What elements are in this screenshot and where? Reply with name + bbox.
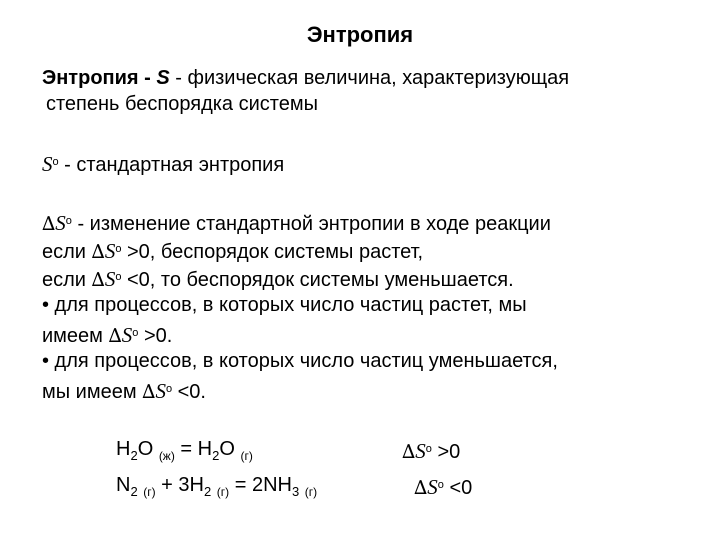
definition-term: Энтропия [42, 67, 139, 89]
subscript: 2 [212, 448, 220, 463]
bullet-1-line-1: • для процессов, в которых число частиц растет, мы [42, 294, 527, 316]
page-title: Энтропия [306, 22, 414, 47]
degree-symbol: o [115, 243, 122, 255]
formula-text: = 2NH [229, 474, 292, 496]
reaction-2-result [414, 473, 472, 500]
phase-label: (г) [216, 485, 230, 499]
standard-entropy-text: - стандартная энтропия [58, 154, 285, 176]
entropy-symbol: S [155, 379, 166, 403]
bullet-prefix: мы имеем [42, 381, 143, 403]
formula-text: N [116, 474, 131, 496]
formula-text: O [137, 438, 159, 460]
entropy-symbol: S [427, 475, 438, 499]
reaction-2-equation [116, 473, 317, 504]
condition-prefix: если [42, 269, 92, 291]
entropy-symbol: S [156, 67, 170, 89]
subscript: 3 [291, 484, 300, 499]
entropy-symbol: S [415, 439, 426, 463]
formula-text: H [116, 438, 131, 460]
entropy-symbol: S [55, 211, 66, 235]
reaction-1-result [402, 437, 460, 464]
condition-text: <0, то беспорядок системы уменьшается. [121, 269, 514, 291]
subscript: 2 [203, 484, 212, 499]
phase-label: (г) [240, 449, 253, 463]
entropy-symbol: S [42, 152, 53, 176]
degree-symbol: o [65, 215, 72, 227]
degree-symbol: o [165, 383, 173, 395]
result-text: >0 [431, 441, 461, 463]
formula-text: = H [174, 438, 213, 460]
bullet-prefix: имеем [42, 325, 109, 347]
bullet-1-line-2 [42, 321, 172, 348]
degree-symbol: o [132, 327, 139, 339]
definition-line-2: степень беспорядка системы [46, 93, 318, 115]
phase-label: (г) [143, 485, 156, 499]
formula-text: O [219, 438, 241, 460]
delta-icon: ∆ [108, 325, 122, 347]
condition-text: >0, беспорядок системы растет, [121, 241, 424, 263]
delta-icon: ∆ [142, 381, 156, 403]
change-line-3 [42, 265, 514, 292]
definition-line-1 [42, 66, 569, 90]
standard-entropy-line [42, 150, 284, 177]
degree-symbol: o [115, 271, 122, 283]
phase-label: (ж) [158, 449, 175, 463]
subscript: 2 [130, 448, 138, 463]
bullet-suffix: >0. [138, 325, 173, 347]
entropy-symbol: S [121, 323, 133, 347]
phase-label: (г) [304, 485, 318, 499]
result-text: <0 [443, 477, 473, 499]
delta-icon: ∆ [91, 241, 105, 263]
delta-icon: ∆ [414, 477, 428, 499]
change-line-1 [42, 209, 551, 236]
entropy-symbol: S [104, 239, 116, 263]
definition-dash: - [138, 67, 157, 89]
condition-prefix: если [42, 241, 92, 263]
reaction-1-equation [116, 437, 253, 468]
subscript: 2 [130, 484, 138, 499]
bullet-2-line-1: • для процессов, в которых число частиц уменьшается, [42, 350, 558, 372]
degree-symbol: o [52, 156, 59, 168]
delta-icon: ∆ [91, 269, 105, 291]
change-line-2 [42, 237, 423, 264]
degree-symbol: o [425, 443, 432, 455]
bullet-suffix: <0. [172, 381, 206, 403]
delta-icon: ∆ [42, 213, 56, 235]
entropy-symbol: S [104, 267, 116, 291]
formula-text: + 3H [155, 474, 204, 496]
delta-icon: ∆ [402, 441, 416, 463]
definition-text-1: - физическая величина, характеризующая [169, 67, 570, 89]
bullet-2-line-2 [42, 377, 206, 404]
change-text: - изменение стандартной энтропии в ходе реакции [71, 213, 551, 235]
degree-symbol: o [437, 479, 444, 491]
